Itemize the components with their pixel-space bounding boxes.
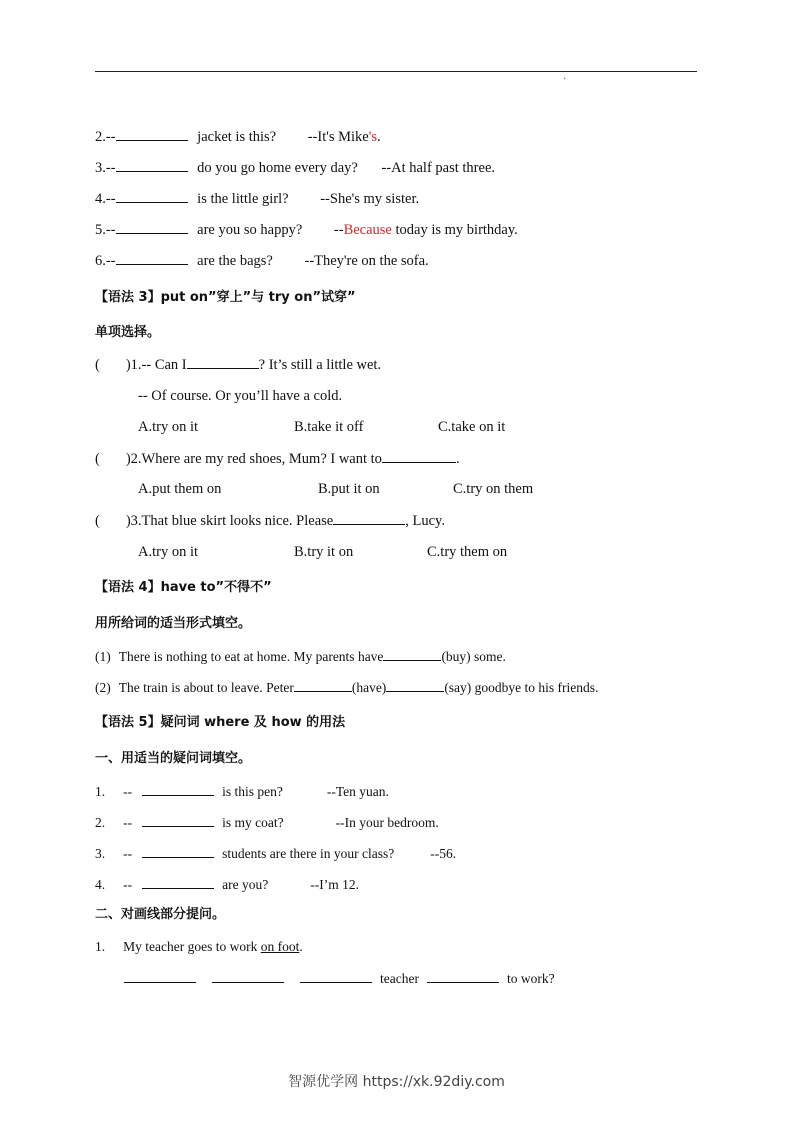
part-2-instruction: 二、对画线部分提问。 xyxy=(95,907,226,922)
header-dot: · xyxy=(563,74,567,85)
question-text-end: . xyxy=(455,451,460,467)
section-title-grammar-3: 【语法 3】put on”穿上”与 try on”试穿” xyxy=(95,290,356,305)
answer-end: today is my birthday. xyxy=(391,222,518,238)
question-text: is this pen? xyxy=(222,784,283,799)
underlined-phrase: on foot xyxy=(260,939,300,954)
answer-text: --In your bedroom. xyxy=(335,815,439,830)
question-5 xyxy=(95,219,518,240)
given-word: to work? xyxy=(506,971,555,986)
question-text: )3.That blue skirt looks nice. Please xyxy=(125,513,334,529)
question-4 xyxy=(95,188,419,209)
answer-blank[interactable] xyxy=(116,219,188,234)
option-b[interactable]: B.take it off xyxy=(294,419,364,435)
question-number: 5.-- xyxy=(95,222,116,238)
answer-blank[interactable] xyxy=(386,677,444,692)
question-6 xyxy=(95,250,429,271)
option-c[interactable]: C.try on them xyxy=(453,481,534,497)
question-text-end: , Lucy. xyxy=(405,513,445,529)
answer-blank[interactable] xyxy=(212,968,284,983)
question-number: 6.-- xyxy=(95,253,116,269)
wh-question-2 xyxy=(95,812,439,833)
word-hint: (buy) some. xyxy=(441,649,506,664)
answer-text: --56. xyxy=(430,846,457,861)
question-text: are you? xyxy=(222,877,269,892)
answer-blank[interactable] xyxy=(300,968,372,983)
header-rule xyxy=(95,71,697,72)
question-text: )1.-- Can I xyxy=(125,357,187,373)
dash: -- xyxy=(123,877,133,892)
question-number: 1. xyxy=(95,939,106,954)
question-text-end: . xyxy=(299,939,303,954)
question-2 xyxy=(95,126,381,147)
question-text: There is nothing to eat at home. My parents have xyxy=(118,649,384,664)
question-text: )2.Where are my red shoes, Mum? I want to xyxy=(125,451,382,467)
section-title-grammar-5: 【语法 5】疑问词 where 及 how 的用法 xyxy=(95,715,346,730)
rewrite-question-1 xyxy=(95,937,303,957)
question-text: is the little girl? xyxy=(197,191,289,207)
question-3 xyxy=(95,157,495,178)
answer-paren-open: ( xyxy=(95,513,100,529)
mc-question-3 xyxy=(95,510,445,531)
fill-question-1 xyxy=(95,646,506,667)
option-c[interactable]: C.try them on xyxy=(427,544,508,560)
word-hint: (say) goodbye to his friends. xyxy=(444,680,599,695)
answer-blank[interactable] xyxy=(116,250,188,265)
answer-blank[interactable] xyxy=(383,646,441,661)
option-b[interactable]: B.try it on xyxy=(294,544,354,560)
word-hint: (have) xyxy=(351,680,387,695)
answer-blank[interactable] xyxy=(382,448,456,463)
answer-paren-open: ( xyxy=(95,357,100,373)
given-word: teacher xyxy=(380,971,419,986)
answer-end: . xyxy=(377,129,381,145)
answer-highlight: Because xyxy=(343,222,392,238)
answer-blank[interactable] xyxy=(142,843,214,858)
answer-blank[interactable] xyxy=(116,157,188,172)
question-number: 3. xyxy=(95,846,106,861)
question-number: 2.-- xyxy=(95,129,116,145)
rewrite-answer-line xyxy=(124,968,555,989)
answer-blank[interactable] xyxy=(124,968,196,983)
answer-blank[interactable] xyxy=(427,968,499,983)
answer-text: --They're on the sofa. xyxy=(304,253,429,269)
question-text: jacket is this? xyxy=(197,129,277,145)
answer-highlight: 's xyxy=(368,129,377,145)
question-text-end: ? It’s still a little wet. xyxy=(258,357,382,373)
answer-text: --I’m 12. xyxy=(310,877,359,892)
option-a[interactable]: A.put them on xyxy=(138,481,222,497)
section-title-grammar-4: 【语法 4】have to”不得不” xyxy=(95,580,272,595)
question-number: (2) xyxy=(95,680,111,695)
answer-blank[interactable] xyxy=(116,126,188,141)
answer-text: --At half past three. xyxy=(381,160,496,176)
dash: -- xyxy=(123,815,133,830)
option-c[interactable]: C.take on it xyxy=(438,419,506,435)
question-number: (1) xyxy=(95,649,111,664)
section-instruction: 单项选择。 xyxy=(95,325,161,340)
page-footer: 智源优学网 https://xk.92diy.com xyxy=(288,1074,505,1090)
answer-text: --Ten yuan. xyxy=(326,784,389,799)
answer-paren-open: ( xyxy=(95,451,100,467)
option-a[interactable]: A.try on it xyxy=(138,419,199,435)
section-instruction: 用所给词的适当形式填空。 xyxy=(95,616,252,631)
fill-question-2 xyxy=(95,677,598,698)
question-text: My teacher goes to work xyxy=(123,939,261,954)
question-number: 3.-- xyxy=(95,160,116,176)
answer-blank[interactable] xyxy=(187,354,259,369)
question-number: 1. xyxy=(95,784,106,799)
dash: -- xyxy=(123,784,133,799)
question-number: 2. xyxy=(95,815,106,830)
question-text: are the bags? xyxy=(197,253,273,269)
answer-blank[interactable] xyxy=(142,874,214,889)
question-text: is my coat? xyxy=(222,815,284,830)
question-number: 4.-- xyxy=(95,191,116,207)
answer-blank[interactable] xyxy=(142,812,214,827)
answer-text: --It's Mike xyxy=(307,129,369,145)
wh-question-4 xyxy=(95,874,359,895)
question-text: are you so happy? xyxy=(197,222,303,238)
mc-question-2 xyxy=(95,448,460,469)
question-text: The train is about to leave. Peter xyxy=(118,680,294,695)
mc-question-1 xyxy=(95,354,381,375)
option-b[interactable]: B.put it on xyxy=(318,481,380,497)
question-text: students are there in your class? xyxy=(222,846,395,861)
mc-question-1-reply: -- Of course. Or you’ll have a cold. xyxy=(138,388,343,404)
question-number: 4. xyxy=(95,877,106,892)
dash: -- xyxy=(123,846,133,861)
answer-blank[interactable] xyxy=(116,188,188,203)
answer-blank[interactable] xyxy=(294,677,352,692)
answer-blank[interactable] xyxy=(333,510,405,525)
answer-blank[interactable] xyxy=(142,781,214,796)
answer-text: --She's my sister. xyxy=(320,191,420,207)
part-1-instruction: 一、用适当的疑问词填空。 xyxy=(95,751,252,766)
question-text: do you go home every day? xyxy=(197,160,358,176)
option-a[interactable]: A.try on it xyxy=(138,544,199,560)
wh-question-3 xyxy=(95,843,456,864)
wh-question-1 xyxy=(95,781,389,802)
answer-text: -- xyxy=(333,222,344,238)
